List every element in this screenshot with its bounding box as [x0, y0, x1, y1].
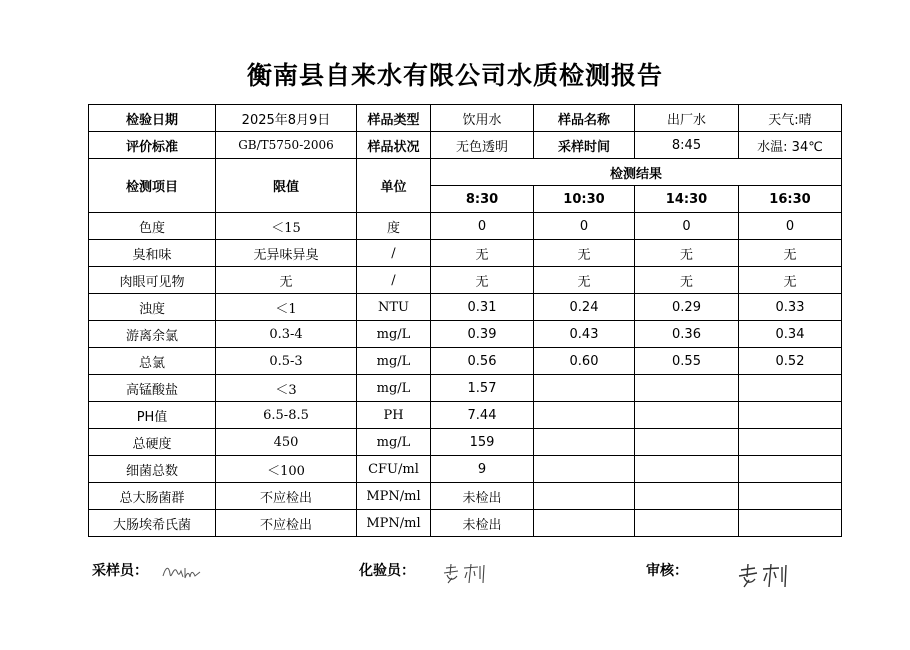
result-cell: 1.57 — [431, 375, 534, 402]
item-cell: 大肠埃希氏菌 — [89, 510, 216, 537]
result-cell: 0 — [739, 213, 842, 240]
unit-cell: / — [357, 240, 431, 267]
tester-label: 化验员： — [359, 563, 415, 579]
unit-cell: mg/L — [357, 321, 431, 348]
unit-cell: MPN/ml — [357, 510, 431, 537]
table-row — [89, 483, 842, 510]
result-cell: 0.31 — [431, 294, 534, 321]
sample-type-value: 饮用水 — [431, 105, 534, 132]
unit-cell: PH — [357, 402, 431, 429]
results-header: 检测结果 — [431, 159, 842, 186]
table-row — [89, 375, 842, 402]
result-cell — [635, 483, 739, 510]
result-cell — [534, 510, 635, 537]
item-cell: 浊度 — [89, 294, 216, 321]
date-label: 检验日期 — [89, 105, 216, 132]
result-cell: 0.24 — [534, 294, 635, 321]
result-cell: 无 — [739, 240, 842, 267]
result-cell — [739, 483, 842, 510]
item-cell: 肉眼可见物 — [89, 267, 216, 294]
unit-cell: 度 — [357, 213, 431, 240]
result-cell: 0.33 — [739, 294, 842, 321]
result-cell: 0 — [431, 213, 534, 240]
result-cell: 7.44 — [431, 402, 534, 429]
info-row-2 — [89, 132, 842, 159]
tester-signature — [440, 562, 488, 586]
sampling-time-label: 采样时间 — [534, 132, 635, 159]
item-cell: 总大肠菌群 — [89, 483, 216, 510]
item-cell: 色度 — [89, 213, 216, 240]
unit-cell: mg/L — [357, 375, 431, 402]
report-body — [89, 105, 842, 537]
result-cell: 0 — [534, 213, 635, 240]
time-header: 14:30 — [635, 186, 739, 213]
sample-status-value: 无色透明 — [431, 132, 534, 159]
result-cell: 0 — [635, 213, 739, 240]
limit-cell: 0.3-4 — [216, 321, 357, 348]
result-cell: 0.52 — [739, 348, 842, 375]
date-value: 2025年8月9日 — [216, 105, 357, 132]
result-cell: 无 — [431, 267, 534, 294]
table-row — [89, 348, 842, 375]
sample-name-label: 样品名称 — [534, 105, 635, 132]
result-cell — [739, 510, 842, 537]
sampler-label: 采样员： — [92, 563, 148, 579]
result-cell — [635, 429, 739, 456]
limit-cell: 无 — [216, 267, 357, 294]
result-cell — [534, 375, 635, 402]
sample-name-value: 出厂水 — [635, 105, 739, 132]
item-cell: 总硬度 — [89, 429, 216, 456]
result-cell: 0.34 — [739, 321, 842, 348]
item-cell: 游离余氯 — [89, 321, 216, 348]
table-row — [89, 456, 842, 483]
table-row — [89, 294, 842, 321]
unit-cell: mg/L — [357, 348, 431, 375]
sampling-time-value: 8:45 — [635, 132, 739, 159]
result-cell: 9 — [431, 456, 534, 483]
result-cell: 0.56 — [431, 348, 534, 375]
limit-cell: ＜3 — [216, 375, 357, 402]
result-cell — [635, 510, 739, 537]
limit-cell: ＜15 — [216, 213, 357, 240]
unit-cell: CFU/ml — [357, 456, 431, 483]
result-cell: 无 — [635, 240, 739, 267]
result-cell: 无 — [534, 267, 635, 294]
limit-cell: 不应检出 — [216, 483, 357, 510]
reviewer-label: 审核： — [646, 563, 688, 579]
limit-cell: 450 — [216, 429, 357, 456]
report-title: 衡南县自来水有限公司水质检测报告 — [246, 61, 663, 90]
result-cell — [739, 429, 842, 456]
unit-cell: / — [357, 267, 431, 294]
unit-cell: mg/L — [357, 429, 431, 456]
unit-cell: NTU — [357, 294, 431, 321]
result-cell — [635, 456, 739, 483]
result-cell — [635, 402, 739, 429]
standard-label: 评价标准 — [89, 132, 216, 159]
item-cell: PH值 — [89, 402, 216, 429]
table-row — [89, 267, 842, 294]
table-row — [89, 240, 842, 267]
limit-cell: 6.5-8.5 — [216, 402, 357, 429]
result-cell: 无 — [431, 240, 534, 267]
result-cell: 0.39 — [431, 321, 534, 348]
result-cell: 无 — [739, 267, 842, 294]
result-cell — [534, 429, 635, 456]
result-cell: 0.43 — [534, 321, 635, 348]
table-row — [89, 429, 842, 456]
limit-cell: 不应检出 — [216, 510, 357, 537]
table-row — [89, 510, 842, 537]
result-cell — [739, 456, 842, 483]
quality-report-table — [88, 104, 842, 537]
limit-cell: 0.5-3 — [216, 348, 357, 375]
result-cell — [635, 375, 739, 402]
result-cell: 未检出 — [431, 510, 534, 537]
limit-cell: 无异味异臭 — [216, 240, 357, 267]
info-row-1 — [89, 105, 842, 132]
result-cell: 无 — [534, 240, 635, 267]
sample-type-label: 样品类型 — [357, 105, 431, 132]
item-cell: 总氯 — [89, 348, 216, 375]
result-cell: 无 — [635, 267, 739, 294]
unit-header: 单位 — [357, 159, 431, 213]
table-row — [89, 213, 842, 240]
item-cell: 细菌总数 — [89, 456, 216, 483]
time-header: 10:30 — [534, 186, 635, 213]
standard-value: GB/T5750-2006 — [216, 132, 357, 159]
result-cell — [739, 375, 842, 402]
weather-cell: 天气:晴 — [739, 105, 842, 132]
table-row — [89, 402, 842, 429]
item-header: 检测项目 — [89, 159, 216, 213]
result-cell: 0.36 — [635, 321, 739, 348]
result-cell — [534, 402, 635, 429]
sampler-signature — [160, 562, 204, 584]
sample-status-label: 样品状况 — [357, 132, 431, 159]
result-cell — [739, 402, 842, 429]
limit-cell: ＜1 — [216, 294, 357, 321]
table-row — [89, 321, 842, 348]
result-cell: 159 — [431, 429, 534, 456]
result-cell — [534, 456, 635, 483]
time-header: 8:30 — [431, 186, 534, 213]
result-cell — [534, 483, 635, 510]
water-temp-cell: 水温: 34℃ — [739, 132, 842, 159]
unit-cell: MPN/ml — [357, 483, 431, 510]
item-cell: 高锰酸盐 — [89, 375, 216, 402]
result-cell: 0.60 — [534, 348, 635, 375]
item-cell: 臭和味 — [89, 240, 216, 267]
limit-cell: ＜100 — [216, 456, 357, 483]
limit-header: 限值 — [216, 159, 357, 213]
reviewer-signature — [736, 562, 790, 590]
result-cell: 0.55 — [635, 348, 739, 375]
result-cell: 0.29 — [635, 294, 739, 321]
header-row-1 — [89, 159, 842, 186]
result-cell: 未检出 — [431, 483, 534, 510]
time-header: 16:30 — [739, 186, 842, 213]
